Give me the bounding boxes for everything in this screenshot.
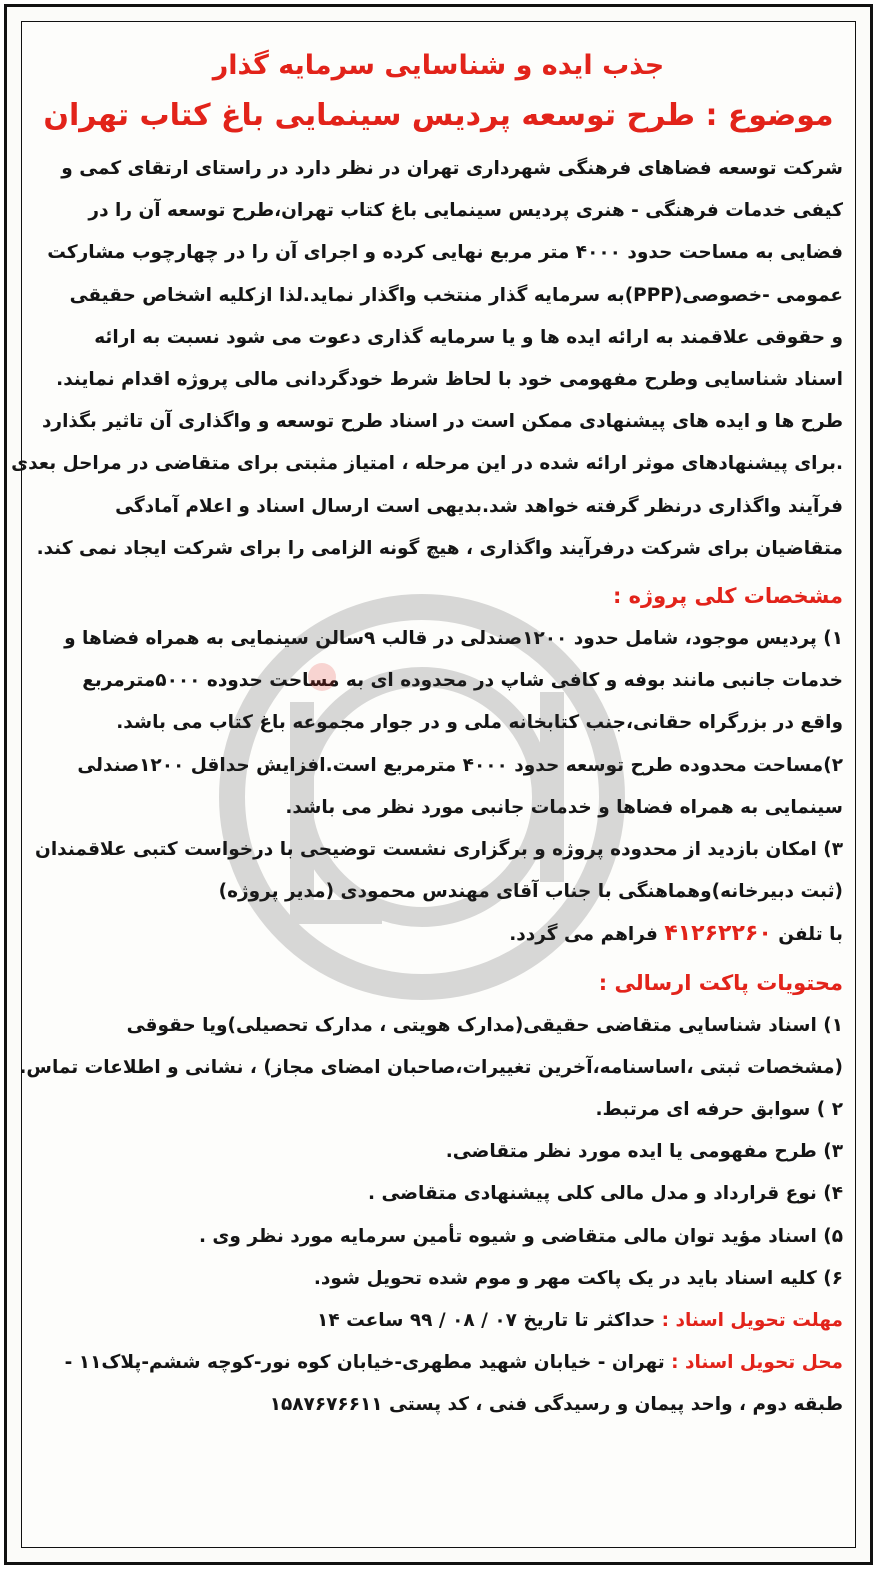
pack-line: ۳) طرح مفهومی یا ایده مورد نظر متقاضی. <box>445 1141 843 1163</box>
intro-line: فرآیند واگذاری درنظر گرفته خواهد شد.بدیهی است ارسال اسناد و اعلام آمادگی <box>115 495 843 517</box>
intro-line: شرکت توسعه فضاهای فرهنگی شهرداری تهران در نظر دارد در راستای ارتقای کمی و <box>61 158 843 179</box>
phone-number: ۴۱۲۶۲۲۶۰ <box>664 921 772 947</box>
spec-line: (ثبت دبیرخانه)وهماهنگی با جناب آقای مهندس محمودی (مدیر پروژه) <box>218 881 843 903</box>
pack-list <box>19 1005 843 1300</box>
pack-line: ۶) کلیه اسناد باید در یک پاکت مهر و موم شده تحویل شود. <box>313 1267 843 1289</box>
spec-line: ۳) امکان بازدید از محدوده پروژه و برگزاری نشست توضیحی با درخواست کتبی علاقمندان <box>35 839 843 861</box>
intro-line: متقاضیان برای شرکت درفرآیند واگذاری ، هیچ گونه الزامی را برای شرکت ایجاد نمی کند. <box>36 537 843 559</box>
intro-line: اسناد شناسایی وطرح مفهومی خود با لحاظ شرط خودگردانی مالی پروژه اقدام نمایند. <box>56 369 843 391</box>
intro-line: کیفی خدمات فرهنگی - هنری پردیس سینمایی باغ کتاب تهران،طرح توسعه آن را در <box>88 200 843 222</box>
intro-line: طرح ها و ایده های پیشنهادی ممکن است در اسناد طرح توسعه و واگذاری آن تاثیر بگذارد <box>41 411 843 433</box>
pack-line: ۴) نوع قرارداد و مدل مالی کلی پیشنهادی متقاضی . <box>368 1183 843 1205</box>
specs-heading: مشخصات کلی پروژه : <box>612 584 843 609</box>
address-line2: طبقه دوم ، واحد پیمان و رسیدگی فنی ، کد پستی ۱۵۸۷۶۷۶۶۱۱ <box>269 1394 843 1416</box>
pack-line: ۲ ) سوابق حرفه ای مرتبط. <box>595 1099 843 1121</box>
deadline-label: مهلت تحویل اسناد : <box>661 1310 843 1332</box>
spec-line: خدمات جانبی مانند بوفه و کافی شاپ در محدوده ای به مساحت حدوده ۵۰۰۰مترمربع <box>82 670 843 692</box>
address-line <box>34 1342 843 1384</box>
intro-line: عمومی -خصوصی(PPP)به سرمایه گذار منتخب واگذار نماید.لذا ازکلیه اشخاص حقیقی <box>69 284 843 306</box>
intro-paragraph <box>11 148 843 570</box>
deadline-line <box>34 1300 843 1342</box>
spec-line: واقع در بزرگراه حقانی،جنب کتابخانه ملی و در جوار مجموعه باغ کتاب می باشد. <box>116 712 843 734</box>
intro-line: فضایی به مساحت حدود ۴۰۰۰ متر مربع نهایی کرده و اجرای آن را در چهارچوب مشارکت <box>47 242 843 264</box>
deadline-section <box>34 1300 843 1342</box>
pack-heading: محتویات پاکت ارسالی : <box>598 970 843 995</box>
phone-line <box>34 913 843 956</box>
phone-prefix: با تلفن <box>778 924 843 946</box>
spec-line: سینمایی به همراه فضاها و خدمات جانبی مورد نظر می باشد. <box>285 796 843 818</box>
address-section <box>34 1342 843 1426</box>
ad-subject: موضوع : طرح توسعه پردیس سینمایی باغ کتاب تهران <box>43 98 834 133</box>
pack-line: ۱) اسناد شناسایی متقاضی حقیقی(مدارک هویتی ، مدارک تحصیلی)ویا حقوقی <box>126 1014 843 1036</box>
spec-line: ۲)مساحت محدوده طرح توسعه حدود ۴۰۰۰ مترمربع است.افزایش حداقل ۱۲۰۰صندلی <box>77 754 843 776</box>
ad-title: جذب ایده و شناسایی سرمایه گذار <box>212 50 665 81</box>
address-line1: تهران - خیابان شهید مطهری-خیابان کوه نور-کوچه ششم-پلاک۱۱ - <box>64 1352 665 1374</box>
phone-suffix: فراهم می گردد. <box>509 924 658 946</box>
ad-inner-frame <box>11 21 856 1548</box>
spec-line: ۱) پردیس موجود، شامل حدود ۱۲۰۰صندلی در قالب ۹سالن سینمایی به همراه فضاها و <box>64 628 843 650</box>
specs-list <box>34 618 843 957</box>
ad-outer-frame <box>4 4 873 1565</box>
pack-line: ۵) اسناد مؤید توان مالی متقاضی و شیوه تأمین سرمایه مورد نظر وی . <box>198 1225 843 1247</box>
intro-line: .برای پیشنهادهای موثر ارائه شده در این مرحله ، امتیاز مثبتی برای متقاضی در مراحل بعدی <box>11 453 843 475</box>
intro-line: و حقوقی علاقمند به ارائه ایده ها و یا سرمایه گذاری دعوت می شود نسبت به ارائه <box>94 326 843 348</box>
pack-line: (مشخصات ثبتی ،اساسنامه،آخرین تغییرات،صاحبان امضای مجاز) ، نشانی و اطلاعات تماس. <box>19 1056 843 1078</box>
deadline-value: حداکثر تا تاریخ ۰۷ / ۰۸ / ۹۹ ساعت ۱۴ <box>317 1310 656 1332</box>
address-label: محل تحویل اسناد : <box>671 1352 843 1374</box>
